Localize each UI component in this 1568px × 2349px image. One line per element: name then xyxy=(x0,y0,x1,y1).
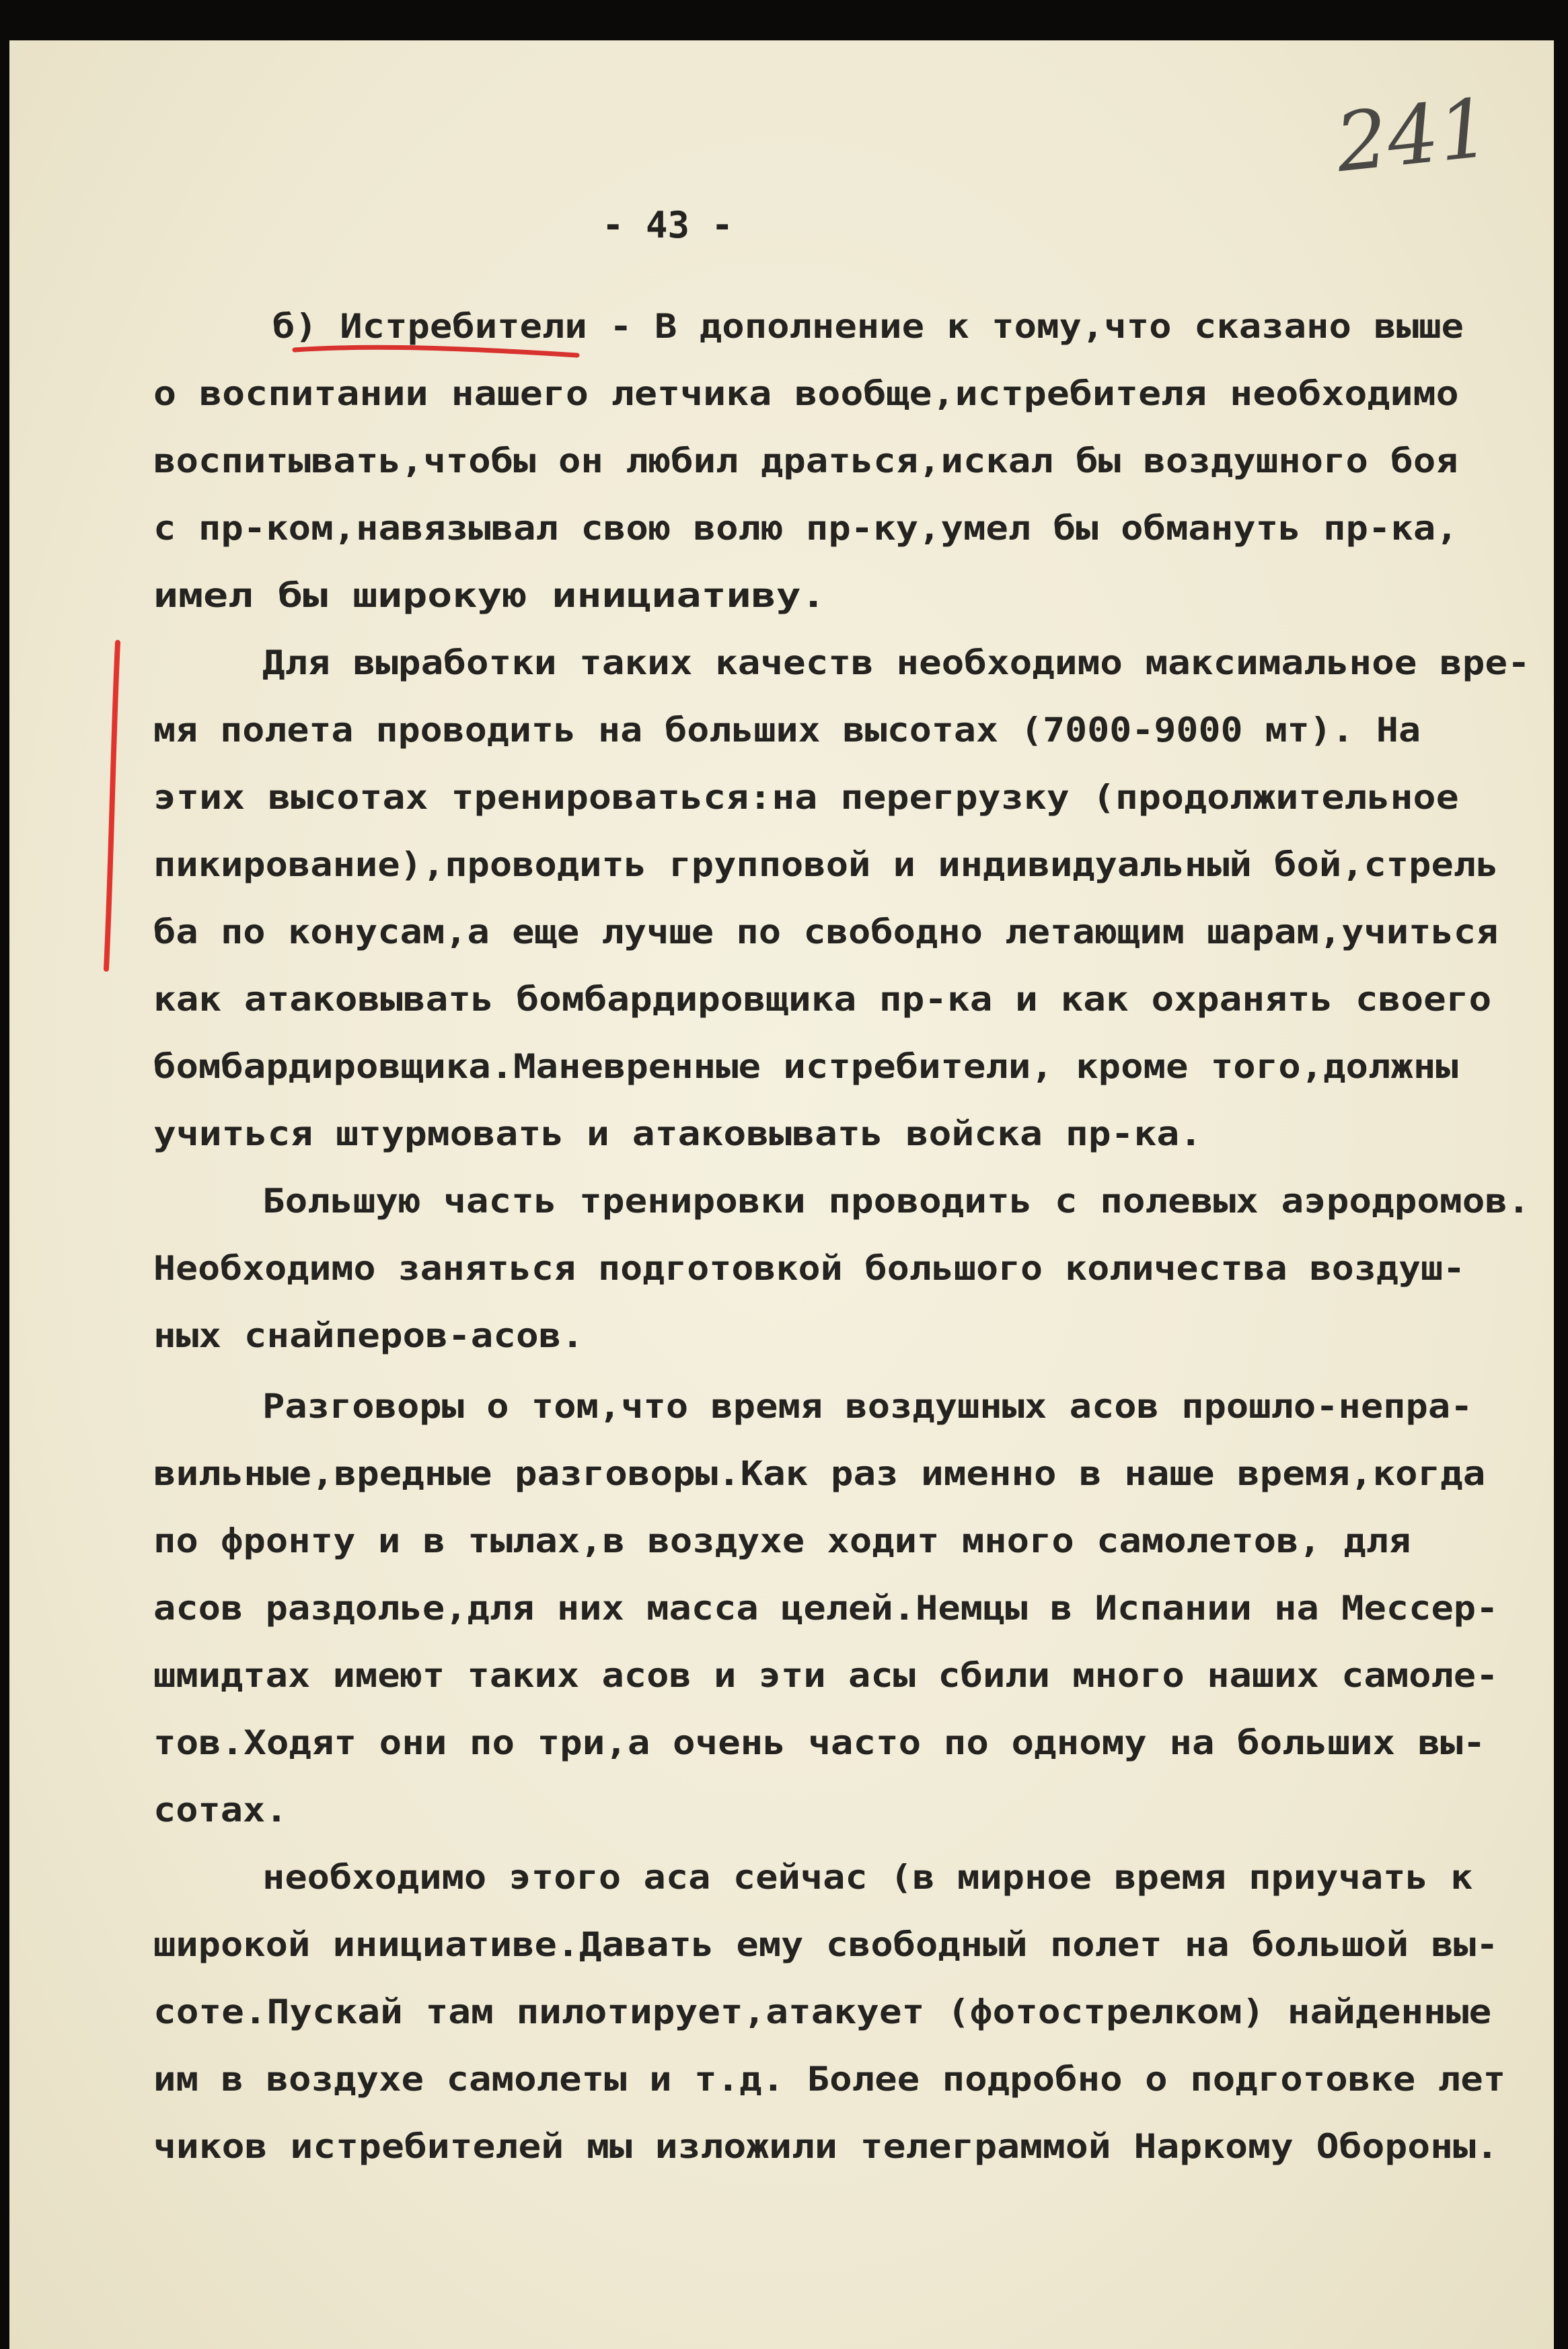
text-line: шмидтах имеют таких асов и эти асы сбили много наших самоле- xyxy=(153,1656,1499,1695)
text-line: Большую часть тренировки проводить с полевых аэродромов. xyxy=(262,1182,1530,1221)
text-line: о воспитании нашего летчика вообще,истребителя необходимо xyxy=(153,374,1459,413)
text-line: этих высотах тренироваться:на перегрузку (продолжительное xyxy=(153,778,1459,817)
text-line: вильные,вредные разговоры.Как раз именно в наше время,когда xyxy=(153,1454,1486,1493)
text-line: б) Истребители - В дополнение к тому,что сказано выше xyxy=(272,307,1464,346)
text-line: по фронту и в тылах,в воздухе ходит много самолетов, для xyxy=(153,1521,1411,1560)
text-line: асов раздолье,для них масса целей.Немцы в Испании на Мессер- xyxy=(153,1589,1499,1628)
text-line: соте.Пускай там пилотирует,атакует (фотострелком) найденные xyxy=(153,1992,1492,2031)
folio-number-handwritten: 241 xyxy=(1331,81,1495,191)
text-line: необходимо этого аса сейчас (в мирное время приучать к xyxy=(262,1858,1473,1897)
text-line: имел бы широкую инициативу. xyxy=(153,576,826,615)
text-line: мя полета проводить на больших высотах (7000-9000 мт). На xyxy=(153,711,1421,750)
text-line: как атаковывать бомбардировщика пр-ка и как охранять своего xyxy=(153,980,1492,1019)
text-line: Разговоры о том,что время воздушных асов прошло-непра- xyxy=(262,1387,1473,1426)
text-line: бомбардировщика.Маневренные истребители, кроме того,должны xyxy=(153,1047,1458,1086)
text-line: учиться штурмовать и атаковывать войска пр-ка. xyxy=(153,1114,1203,1153)
text-line: Для выработки таких качеств необходимо максимальное вре- xyxy=(262,643,1530,682)
text-line: с пр-ком,навязывал свою волю пр-ку,умел бы обмануть пр-ка, xyxy=(153,509,1458,548)
text-line: пикирование),проводить групповой и индивидуальный бой,стрель xyxy=(153,845,1499,884)
text-line: ба по конусам,а еще лучше по свободно летающим шарам,учиться xyxy=(153,912,1499,951)
text-line: ных снайперов-асов. xyxy=(153,1316,585,1355)
text-line: широкой инициативе.Давать ему свободный полет на большой вы- xyxy=(153,1925,1499,1964)
text-line: сотах. xyxy=(153,1791,288,1830)
text-line: тов.Ходят они по три,а очень часто по одному на больших вы- xyxy=(153,1723,1486,1762)
text-line: чиков истребителей мы изложили телеграммой Наркому Обороны. xyxy=(153,2127,1499,2166)
page-number: - 43 - xyxy=(602,204,734,246)
text-line: воспитывать,чтобы он любил драться,искал бы воздушного боя xyxy=(153,441,1458,480)
text-line: им в воздухе самолеты и т.д. Более подробно о подготовке лет xyxy=(153,2060,1506,2099)
text-line: Необходимо заняться подготовкой большого количества воздуш- xyxy=(153,1249,1466,1288)
